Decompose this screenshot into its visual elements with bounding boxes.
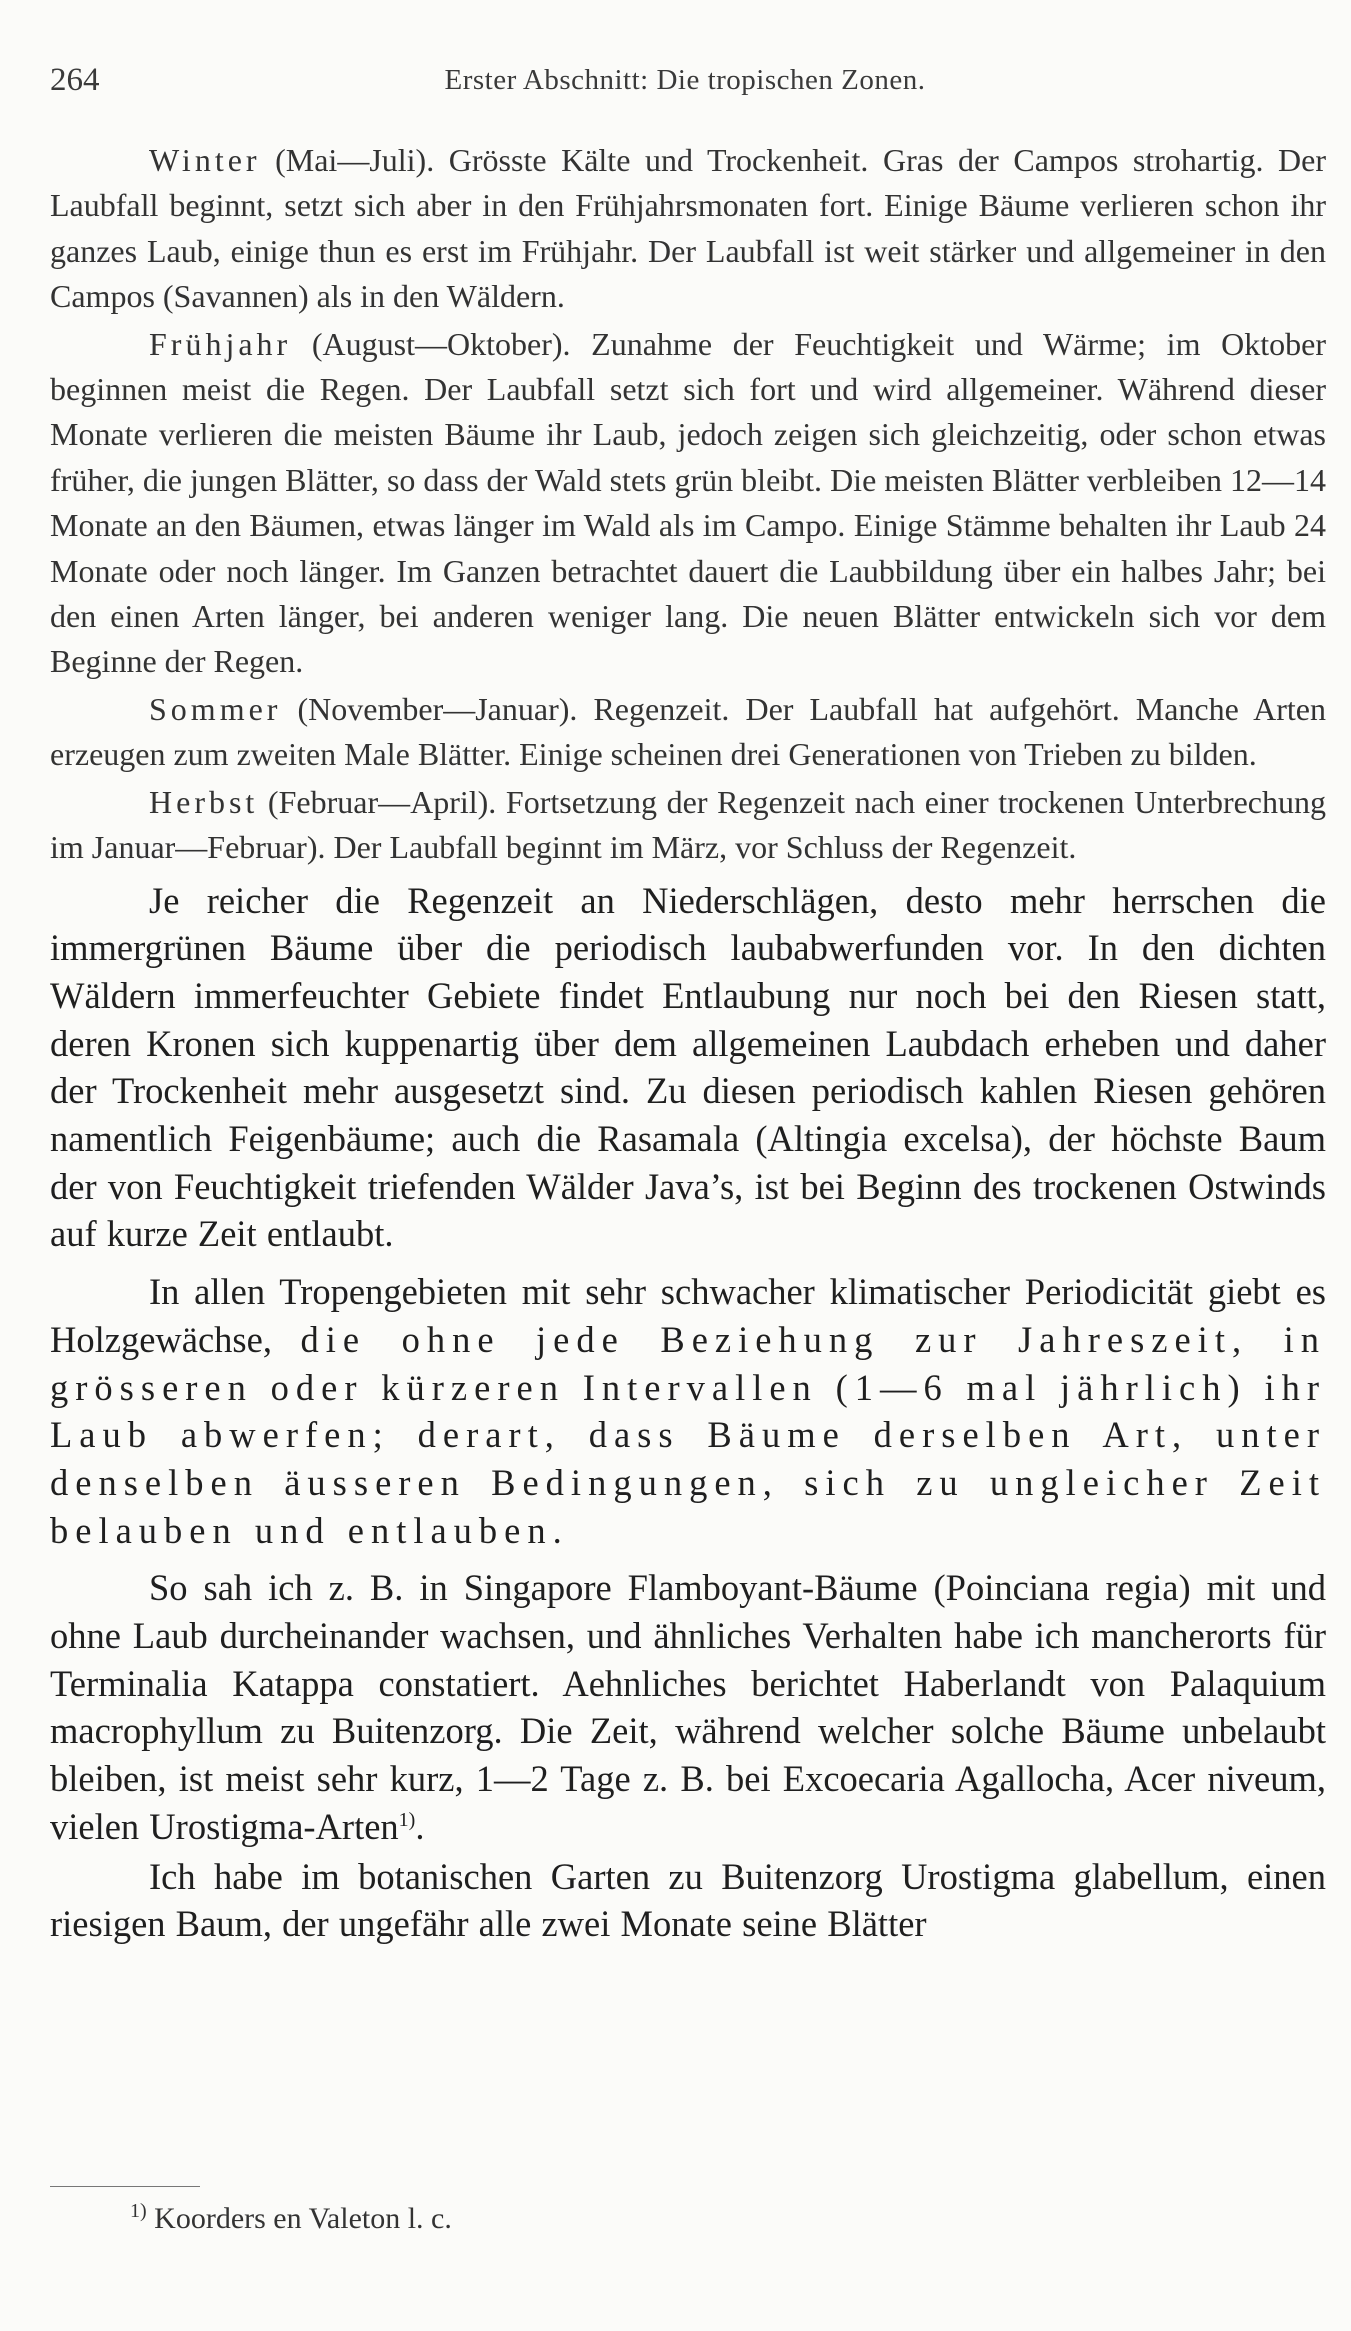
page-number: 264 bbox=[50, 62, 100, 98]
season-name: Sommer bbox=[149, 690, 282, 727]
page-header bbox=[50, 62, 1320, 112]
season-name: Winter bbox=[149, 142, 261, 178]
footnote-marker: 1) bbox=[130, 2200, 147, 2222]
page-body bbox=[50, 138, 1326, 1948]
paragraph-buitenzorg: Ich habe im botanischen Garten zu Buitenzorg Urostigma glabellum, einen riesigen Baum, der ungefähr alle zwei Monate seine Blätter bbox=[50, 1855, 1326, 1945]
paragraph-text: In allen Tropengebieten mit sehr schwacher klimatischer Periodicität giebt es Holzgewächse, bbox=[50, 1271, 1326, 1360]
paragraph-periodicity bbox=[50, 1268, 1326, 1554]
season-text: (Februar—April). Fortsetzung der Regenzeit nach einer trockenen Unterbrechung im Januar—Februar). Der Laubfall beginnt im März, vor Schluss der Regenzeit. bbox=[50, 783, 1326, 866]
season-spring bbox=[50, 322, 1326, 685]
season-name: Herbst bbox=[149, 783, 259, 820]
footnote-divider bbox=[50, 2186, 200, 2187]
season-text: (August—Oktober). Zunahme der Feuchtigkeit und Wärme; im Oktober beginnen meist die Regen. Der Laubfall setzt sich fort und wird allgemeiner. Während dieser Monate verlieren die meisten Bäume ihr Laub, jedoch zeigen sich gleichzeitig, oder schon etwas früher, die jungen Blätter, so dass der Wald stets grün bleibt. Die meisten Blätter verbleiben 12—14 Monate an den Bäumen, etwas länger im Wald als im Campo. Einige Stämme behalten ihr Laub 24 Monate oder noch länger. Im Ganzen betrachtet dauert die Laubbildung über ein halbes Jahr; bei den einen Arten länger, bei anderen weniger lang. Die neuen Blätter entwickeln sich vor dem Beginne der Regen. bbox=[50, 325, 1326, 680]
emphasized-text: die ohne jede Beziehung zur Jahreszeit, in grösseren oder kürzeren Intervallen (1—6 mal jährlich) ihr Laub abwerfen; derart, dass Bäume derselben Art, unter denselben äusseren Bedingungen, sich zu ungleicher Zeit belauben und entlauben. bbox=[50, 1318, 1326, 1551]
season-summer bbox=[50, 687, 1326, 778]
season-text: (November—Januar). Regenzeit. Der Laubfall hat aufgehört. Manche Arten erzeugen zum zweiten Male Blätter. Einige scheinen drei Generationen von Trieben zu bilden. bbox=[50, 690, 1326, 773]
paragraph-end: . bbox=[415, 1805, 425, 1847]
season-winter bbox=[50, 138, 1326, 320]
paragraph-text: So sah ich z. B. in Singapore Flamboyant-Bäume (Poinciana regia) mit und ohne Laub durcheinander wachsen, und ähnliches Verhalten habe ich mancherorts für Terminalia Katappa constatiert. Aehnliches berichtet Haberlandt von Palaquium macrophyllum zu Buitenzorg. Die Zeit, während welcher solche Bäume unbelaubt bleiben, ist meist sehr kurz, 1—2 Tage z. B. bei Excoecaria Agallocha, Acer niveum, vielen Urostigma-Arten bbox=[50, 1567, 1326, 1847]
season-text: (Mai—Juli). Grösste Kälte und Trockenheit. Gras der Campos strohartig. Der Laubfall beginnt, setzt sich aber in den Frühjahrsmonaten fort. Einige Bäume verlieren schon ihr ganzes Laub, einige thun es erst im Frühjahr. Der Laubfall ist weit stärker und allgemeiner in den Campos (Savannen) als in den Wäldern. bbox=[50, 142, 1326, 315]
running-title: Erster Abschnitt: Die tropischen Zonen. bbox=[444, 64, 926, 96]
paragraph-evergreen: Je reicher die Regenzeit an Niederschlägen, desto mehr herrschen die immergrünen Bäume über die periodisch laubabwerfunden vor. In den dichten Wäldern immerfeuchter Gebiete findet Entlaubung nur noch bei den Riesen statt, deren Kronen sich kuppenartig über dem allgemeinen Laubdach erheben und daher der Trockenheit mehr ausgesetzt sind. Zu diesen periodisch kahlen Riesen gehören namentlich Feigenbäume; auch die Rasamala (Altingia excelsa), der höchste Baum der von Feuchtigkeit triefenden Wälder Java’s, ist bei Beginn des trockenen Ostwinds auf kurze Zeit entlaubt. bbox=[50, 879, 1326, 1255]
footnote-text: Koorders en Valeton l. c. bbox=[146, 2202, 452, 2235]
season-autumn bbox=[50, 780, 1326, 871]
footnote bbox=[130, 2202, 452, 2236]
season-name: Frühjahr bbox=[149, 325, 292, 362]
footnote-reference: 1) bbox=[398, 1808, 416, 1831]
paragraph-singapore bbox=[50, 1564, 1326, 1850]
